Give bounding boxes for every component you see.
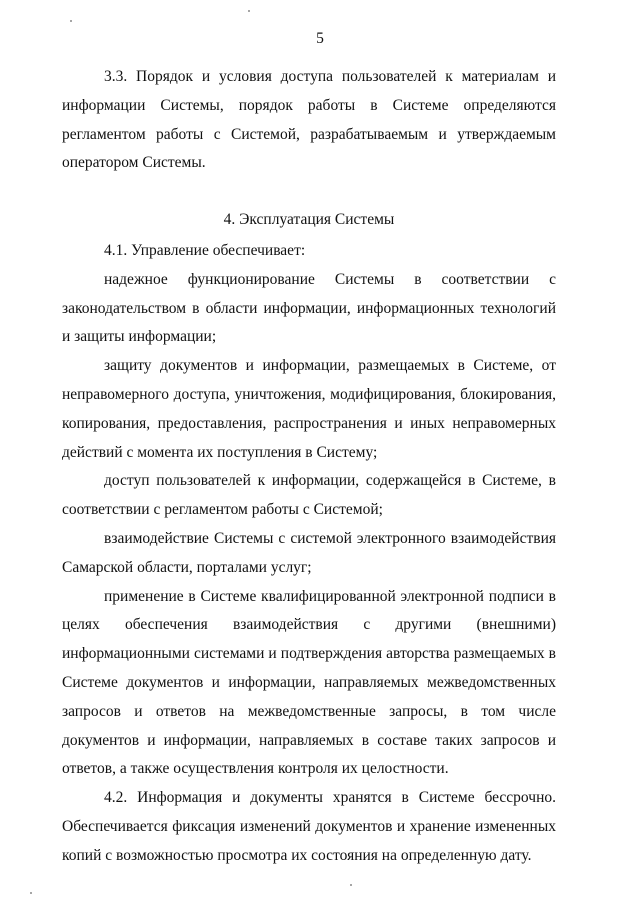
paragraph-3-3: 3.3. Порядок и условия доступа пользователей к материалам и информации Системы, порядок работы в Системе определяются регламентом работы с Системой, разрабатываемым и утверждаемым оператором Системы. [62,68,556,172]
page-number: 5 [316,30,324,47]
list-item-reliable-operation: надежное функционирование Системы в соответствии с законодательством в области информации, информационных технологий и защиты информации; [62,270,556,346]
scan-speck [248,10,250,12]
section-heading: 4. Эксплуатация Системы [223,211,395,229]
paragraph-4-2: 4.2. Информация и документы хранятся в Системе бессрочно. Обеспечивается фиксация изменений документов и хранение измененных копий с возможностью просмотра их состояния на определенную дату. [62,789,556,864]
scan-speck [70,20,72,22]
list-item-electronic-signature: применение в Системе квалифицированной электронной подписи в целях обеспечения взаимодействия с другими (внешними) информационными системами и подтверждения авторства размещаемых в Системе документов и информации, направляемых межведомственных запросов и ответов на межведомственные запросы, в том числе документов и информации, направляемых в составе таких запросов и ответов, а также осуществления контроля их целостности. [62,587,556,778]
scan-speck [350,884,352,886]
list-item-user-access: доступ пользователей к информации, содержащейся в Системе, в соответствии с регламентом работы с Системой; [62,472,556,519]
paragraph-4-1: 4.1. Управление обеспечивает: [104,241,306,259]
document-body [62,63,556,871]
list-item-interaction: взаимодействие Системы с системой электронного взаимодействия Самарской области, порталами услуг; [62,529,556,576]
scan-speck [30,892,32,894]
list-item-document-protection: защиту документов и информации, размещаемых в Системе, от неправомерного доступа, уничтожения, модифицирования, блокирования, копирования, предоставления, распространения и иных неправомерных действий с момента их поступления в Систему; [62,357,556,461]
